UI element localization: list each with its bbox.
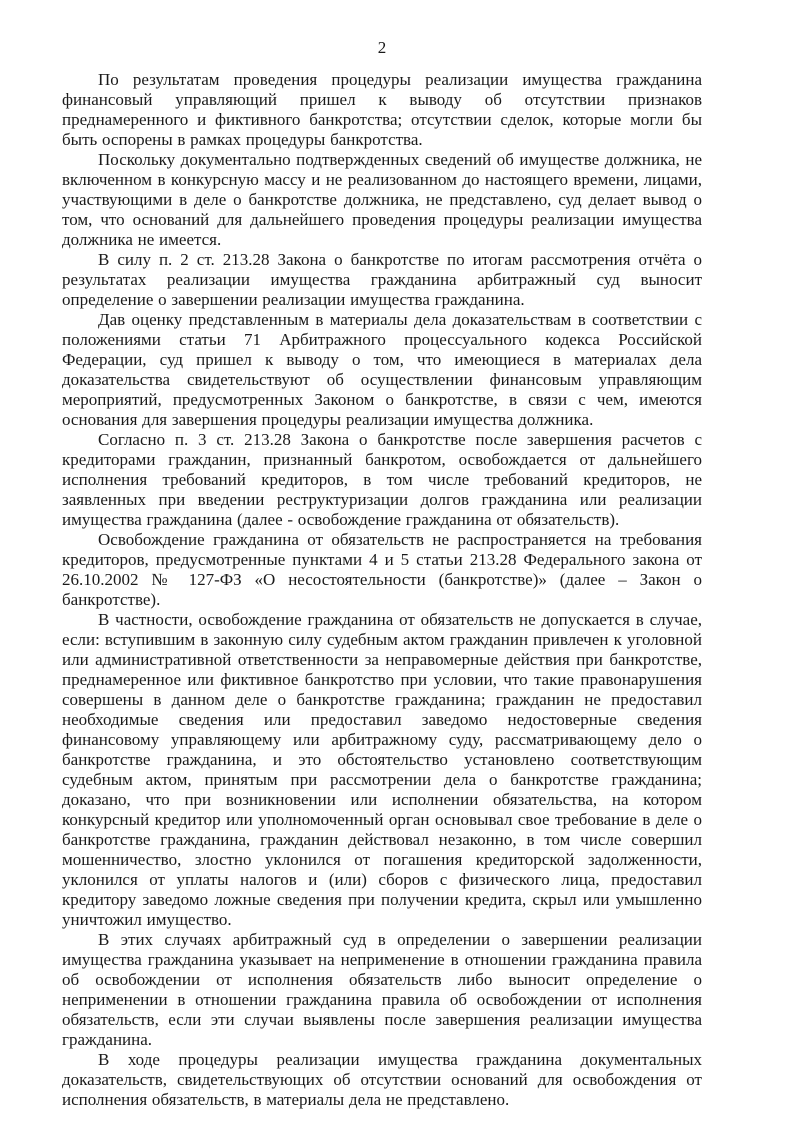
paragraph: Согласно п. 3 ст. 213.28 Закона о банкротстве после завершения расчетов с кредиторами гражданин, признанный банкротом, освобождается от дальнейшего исполнения требований кредиторов, в том числе требований кредиторов, не заявленных при введении реструктуризации долгов гражданина или реализации имущества гражданина (далее - освобождение гражданина от обязательств).	[62, 430, 702, 529]
paragraph: В ходе процедуры реализации имущества гражданина документальных доказательств, свидетельствующих об отсутствии оснований для освобождения от исполнения обязательств, в материалы дела не представлено.	[62, 1050, 702, 1109]
page-number: 2	[377, 38, 387, 57]
document-body	[62, 70, 702, 1110]
paragraph: Поскольку документально подтвержденных сведений об имуществе должника, не включенном в конкурсную массу и не реализованном до настоящего времени, лицами, участвующими в деле о банкротстве должника, не представлено, суд делает вывод о том, что оснований для дальнейшего проведения процедуры реализации имущества должника не имеется.	[62, 150, 702, 249]
paragraph: По результатам проведения процедуры реализации имущества гражданина финансовый управляющий пришел к выводу об отсутствии признаков преднамеренного и фиктивного банкротства; отсутствии сделок, которые могли бы быть оспорены в рамках процедуры банкротства.	[62, 70, 702, 149]
paragraph: Освобождение гражданина от обязательств не распространяется на требования кредиторов, предусмотренные пунктами 4 и 5 статьи 213.28 Федерального закона от 26.10.2002 № 127-ФЗ «О несостоятельности (банкротстве)» (далее – Закон о банкротстве).	[62, 530, 702, 609]
paragraph: В силу п. 2 ст. 213.28 Закона о банкротстве по итогам рассмотрения отчёта о результатах реализации имущества гражданина арбитражный суд выносит определение о завершении реализации имущества гражданина.	[62, 250, 702, 309]
paragraph: В этих случаях арбитражный суд в определении о завершении реализации имущества гражданина указывает на неприменение в отношении гражданина правила об освобождении от исполнения обязательств либо выносит определение о неприменении в отношении гражданина правила об освобождении от исполнения обязательств, если эти случаи выявлены после завершения реализации имущества гражданина.	[62, 930, 702, 1049]
paragraph: Дав оценку представленным в материалы дела доказательствам в соответствии с положениями статьи 71 Арбитражного процессуального кодекса Российской Федерации, суд пришел к выводу о том, что имеющиеся в материалах дела доказательства свидетельствуют об осуществлении финансовым управляющим мероприятий, предусмотренных Законом о банкротстве, в связи с чем, имеются основания для завершения процедуры реализации имущества должника.	[62, 310, 702, 429]
paragraph: В частности, освобождение гражданина от обязательств не допускается в случае, если: вступившим в законную силу судебным актом гражданин привлечен к уголовной или административной ответственности за неправомерные действия при банкротстве, преднамеренное или фиктивное банкротство при условии, что такие правонарушения совершены в данном деле о банкротстве гражданина; гражданин не предоставил необходимые сведения или предоставил заведомо недостоверные сведения финансовому управляющему или арбитражному суду, рассматривающему дело о банкротстве гражданина, и это обстоятельство установлено соответствующим судебным актом, принятым при рассмотрении дела о банкротстве гражданина; доказано, что при возникновении или исполнении обязательства, на котором конкурсный кредитор или уполномоченный орган основывал свое требование в деле о банкротстве гражданина, гражданин действовал незаконно, в том числе совершил мошенничество, злостно уклонился от погашения кредиторской задолженности, уклонился от уплаты налогов и (или) сборов с физического лица, предоставил кредитору заведомо ложные сведения при получении кредита, скрыл или умышленно уничтожил имущество.	[62, 610, 702, 929]
